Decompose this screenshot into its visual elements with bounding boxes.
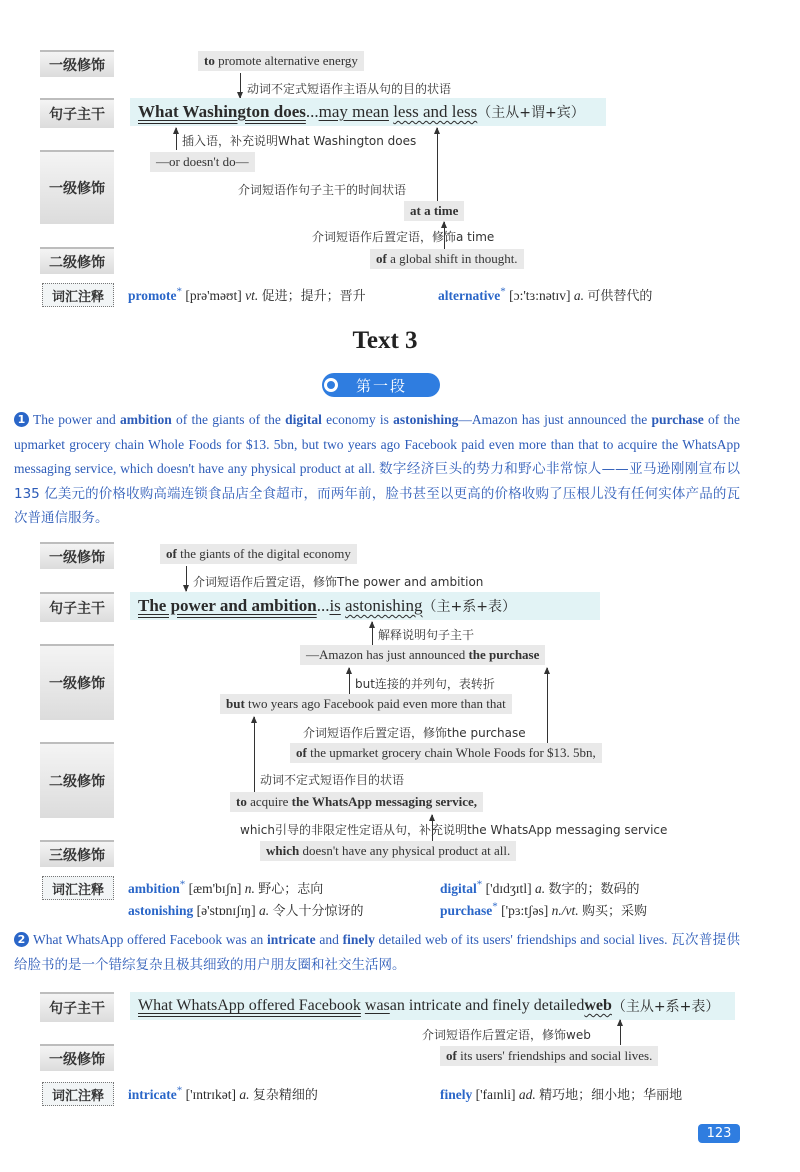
translation: 数字经济巨头的势力和野心非常惊人——亚马逊刚刚宣布以 135 亿美元的价格收购高端连锁食品店全食超市，而两年前，脸书甚至以更高的价格收购了压根儿没有任何实体产品的瓦次普通信服务。 <box>14 461 740 526</box>
phrase-text: promote alternative energy <box>214 53 358 68</box>
note-but: but连接的并列句，表转折 <box>355 677 495 691</box>
vocab-word: digital <box>440 881 477 896</box>
keyword: astonishing <box>393 412 459 427</box>
predicate: may mean <box>318 102 389 121</box>
meaning: 复杂精细的 <box>252 1088 318 1103</box>
page-number: 123 <box>698 1124 740 1143</box>
paragraph-2 <box>14 928 740 977</box>
note-of: 介词短语作后置定语，修饰a time <box>312 230 495 244</box>
bold-word: to <box>236 794 247 809</box>
phrase-text: —Amazon has just announced <box>306 647 469 662</box>
vocab-entry <box>128 878 323 897</box>
keyword: digital <box>285 412 322 427</box>
vocab-word: intricate <box>128 1087 177 1102</box>
vocab-entry <box>440 900 647 919</box>
main-clause-bar <box>130 992 735 1020</box>
note-infinitive: 动词不定式短语作目的状语 <box>260 773 405 787</box>
bold-word: the WhatsApp messaging service, <box>291 794 477 809</box>
phonetic: ['pɜ:tʃəs] <box>501 903 549 918</box>
phonetic: [ɔ:'tɜ:nətɪv] <box>509 288 571 303</box>
label-main: 句子主干 <box>40 98 114 128</box>
upmarket-phrase <box>290 743 602 763</box>
note-explain: 解释说明句子主干 <box>378 628 475 642</box>
ellipsis: ... <box>305 102 319 121</box>
arrow-up <box>437 128 438 202</box>
arrow-down <box>186 566 187 591</box>
star-icon: * <box>476 878 483 891</box>
acquire-phrase <box>230 792 483 812</box>
label-main: 句子主干 <box>40 592 114 622</box>
phrase-text: the giants of the digital economy <box>176 546 351 561</box>
vocab-word: astonishing <box>128 903 194 918</box>
meaning: 购买；采购 <box>581 904 647 919</box>
star-icon: * <box>176 1084 183 1097</box>
pos: ad. <box>518 1087 536 1102</box>
subject: What Washington does <box>138 102 306 121</box>
label-level2: 二级修饰 <box>40 742 114 818</box>
note-infinitive: 动词不定式短语作主语从句的目的状语 <box>247 82 452 96</box>
label-level1: 一级修饰 <box>40 150 114 224</box>
phrase-text: the upmarket grocery chain Whole Foods for $13. 5bn, <box>306 745 596 760</box>
arrow-down <box>240 73 241 98</box>
label-vocab: 词汇注释 <box>42 283 114 307</box>
vocab-word: alternative <box>438 288 501 303</box>
meaning: 可供替代的 <box>587 289 653 304</box>
text: What WhatsApp offered Facebook was an <box>33 932 267 947</box>
object: less and less <box>393 102 478 121</box>
of-users-phrase <box>440 1046 658 1066</box>
of-global-shift <box>370 249 524 269</box>
ellipsis: ... <box>316 596 330 615</box>
amazon-clause <box>300 645 545 665</box>
vocab-word: purchase <box>440 903 493 918</box>
subject: What WhatsApp offered Facebook <box>138 997 361 1014</box>
pos: n./vt. <box>551 903 579 918</box>
label-main: 句子主干 <box>40 992 114 1022</box>
label-level3: 三级修饰 <box>40 840 114 867</box>
complement: astonishing <box>345 596 423 615</box>
phrase-text: doesn't have any physical product at all. <box>299 843 511 858</box>
phrase-text: its users' friendships and social lives. <box>456 1048 653 1063</box>
keyword: intricate <box>266 932 316 947</box>
predicate: was <box>364 997 390 1014</box>
bold-word: of <box>296 745 307 760</box>
keyword: ambition <box>120 412 172 427</box>
phonetic: ['faɪnli] <box>475 1087 516 1102</box>
arrow-up <box>254 717 255 793</box>
star-icon: * <box>176 285 182 298</box>
text-title: Text 3 <box>352 327 418 354</box>
bold-word: of <box>376 251 387 266</box>
main-clause-bar <box>130 592 600 620</box>
label-level2: 二级修饰 <box>40 247 114 274</box>
pos: n. <box>244 881 255 896</box>
label-vocab: 词汇注释 <box>42 876 114 900</box>
pos: vt. <box>245 288 259 303</box>
paragraph-number-badge: 2 <box>14 932 29 947</box>
vocab-entry <box>128 900 363 919</box>
predicate: is <box>329 596 341 615</box>
pos: a. <box>534 881 546 896</box>
pos: a. <box>239 1087 250 1102</box>
phonetic: [prə'məʊt] <box>185 288 242 303</box>
note-time: 介词短语作句子主干的时间状语 <box>238 183 407 197</box>
vocab-entry <box>128 285 366 304</box>
note-of: 介词短语作后置定语，修饰The power and ambition <box>193 575 484 589</box>
phonetic: [æm'bɪʃn] <box>188 881 242 896</box>
which-clause <box>260 841 516 861</box>
label-level1: 一级修饰 <box>40 50 114 77</box>
bold-word: to <box>204 53 215 68</box>
note-of: 介词短语作后置定语，修饰web <box>422 1028 591 1042</box>
text: of the upmarket grocery chain Whole Foods for $13. 5bn, but two years ago Facebook paid even more than that to acquire the WhatsApp messaging service, which doesn't have any physical product at all. <box>14 412 740 476</box>
keyword: finely <box>342 932 375 947</box>
paragraph-1 <box>14 408 740 531</box>
meaning: 促进；提升；晋升 <box>261 289 366 304</box>
keyword: purchase <box>651 412 704 427</box>
modifier-to-promote <box>198 51 364 71</box>
meaning: 野心；志向 <box>258 882 324 897</box>
text: of the giants of the <box>171 412 286 427</box>
bold-word: which <box>266 843 300 858</box>
of-giants <box>160 544 357 564</box>
section-pill <box>322 373 440 397</box>
phonetic: ['dɪdʒɪtl] <box>485 881 532 896</box>
phrase-text: two years ago Facebook paid even more than that <box>244 696 506 711</box>
but-clause <box>220 694 512 714</box>
vocab-word: ambition <box>128 881 180 896</box>
vocab-word: promote <box>128 288 177 303</box>
pos: a. <box>573 288 584 303</box>
phrase-text: acquire <box>246 794 292 809</box>
bold-word: the purchase <box>468 647 540 662</box>
label-vocab: 词汇注释 <box>42 1082 114 1106</box>
arrow-up <box>620 1020 621 1045</box>
paragraph-number-badge: 1 <box>14 412 29 427</box>
text: detailed web of its users' friendships and social lives. <box>374 932 672 947</box>
search-icon <box>324 378 338 392</box>
text: —Amazon has just announced the <box>458 412 652 427</box>
text: and <box>315 932 343 947</box>
arrow-up <box>349 668 350 694</box>
bold-word: of <box>446 1048 457 1063</box>
phonetic: [ə'stɒnɪʃɪŋ] <box>196 903 256 918</box>
vocab-entry <box>128 1084 318 1103</box>
text: economy is <box>321 412 394 427</box>
vocab-entry <box>438 285 652 304</box>
bold-word: but <box>226 696 245 711</box>
pos: a. <box>258 903 270 918</box>
meaning: 精巧地；细小地；华丽地 <box>539 1088 683 1103</box>
label-level1: 一级修饰 <box>40 644 114 720</box>
arrow-up <box>372 622 373 646</box>
at-a-time: at a time <box>404 201 464 221</box>
vocab-word: finely <box>440 1087 473 1102</box>
subject: The power and ambition <box>138 596 317 615</box>
vocab-entry <box>440 1084 682 1103</box>
phrase-text: an intricate and finely detailed <box>389 997 585 1014</box>
phonetic: ['ɪntrɪkət] <box>185 1087 237 1102</box>
arrow-up <box>547 668 548 744</box>
complement: web <box>584 997 612 1014</box>
structure-note: （主+系+表） <box>422 599 516 615</box>
text: The power and <box>33 412 121 427</box>
translation: 瓦次普提供给脸书的是一个错综复杂且极其细致的用户朋友圈和社交生活网。 <box>14 932 741 973</box>
meaning: 数字的；数码的 <box>548 882 640 897</box>
label-level1: 一级修饰 <box>40 542 114 569</box>
label-level1: 一级修饰 <box>40 1044 114 1071</box>
note-purchase: 介词短语作后置定语，修饰the purchase <box>303 726 526 740</box>
star-icon: * <box>179 878 186 891</box>
section-label: 第一段 <box>356 376 408 395</box>
vocab-entry <box>440 878 639 897</box>
star-icon: * <box>492 900 498 913</box>
note-insert: 插入语，补充说明What Washington does <box>182 134 417 148</box>
note-which: which引导的非限定性定语从句，补充说明the WhatsApp messaging service <box>240 823 668 837</box>
structure-note: （主从+谓+宾） <box>477 105 585 121</box>
phrase-text: a global shift in thought. <box>386 251 518 266</box>
meaning: 令人十分惊讶的 <box>272 904 364 919</box>
bold-word: of <box>166 546 177 561</box>
main-clause-bar <box>130 98 606 126</box>
insert-phrase: —or doesn't do— <box>150 152 255 172</box>
star-icon: * <box>500 285 506 298</box>
structure-note: （主从+系+表） <box>611 999 720 1015</box>
arrow-up <box>176 128 177 150</box>
